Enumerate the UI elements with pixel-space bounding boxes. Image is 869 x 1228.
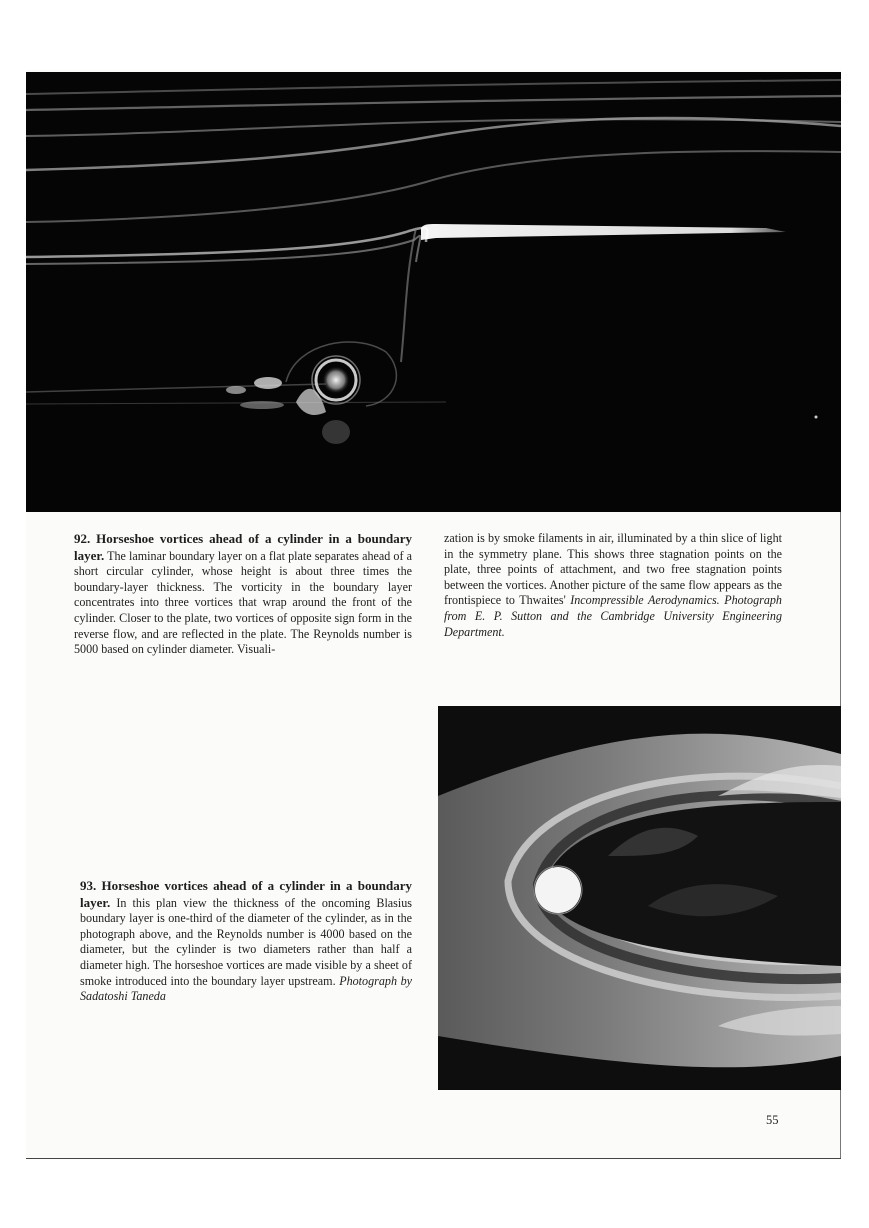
figure-92-book-title: Incompressible Aerodynamics. bbox=[570, 593, 720, 608]
figure-92-title: 92. Horseshoe vortices ahead of a cylinder in a boundary layer. bbox=[74, 531, 412, 563]
figure-93-caption bbox=[80, 878, 412, 1005]
figure-92-caption-column-1 bbox=[74, 531, 412, 658]
figure-92-body-part-2: zation is by smoke filaments in air, illuminated by a thin slice of light in the symmetry plane. This shows three stagnation points on the plate, three points of attachment, and two free stagnation points between the vortices. Another picture of the same flow appears as the frontispiece to Thwaites' bbox=[444, 531, 782, 608]
figure-93-body: In this plan view the thickness of the oncoming Blasius boundary layer is one-third of the diameter of the cylinder, as in the photograph above, and the Reynolds number is 4000 based on the diameter, but the cylinder is two diameters rather than half a diameter high. The horseshoe vortices are made visible by a sheet of smoke introduced into the boundary layer upstream. bbox=[80, 895, 412, 988]
bottom-rule bbox=[26, 1158, 841, 1159]
figure-92-body-part-1: The laminar boundary layer on a flat plate separates ahead of a short circular cylinder, whose height is about three times the boundary-layer thickness. The vorticity in the boundary layer concentrates into three vortices that wrap around the front of the cylinder. Closer to the plate, two vortices of opposite sign form in the reverse flow, and are reflected in the plate. The Reynolds number is 5000 based on cylinder diameter. Visuali- bbox=[74, 548, 412, 657]
figure-92-photograph bbox=[26, 72, 841, 512]
figure-93-photograph bbox=[438, 706, 841, 1090]
figure-92-caption-column-2 bbox=[444, 531, 782, 640]
figure-93-title: 93. Horseshoe vortices ahead of a cylinder in a boundary layer. bbox=[80, 878, 412, 910]
page-number: 55 bbox=[766, 1113, 779, 1127]
figure-93-credit: Photograph by Sadatoshi Taneda bbox=[80, 973, 412, 1004]
figure-92-credit: Photograph from E. P. Sutton and the Cambridge University Engineering Department. bbox=[444, 593, 782, 639]
